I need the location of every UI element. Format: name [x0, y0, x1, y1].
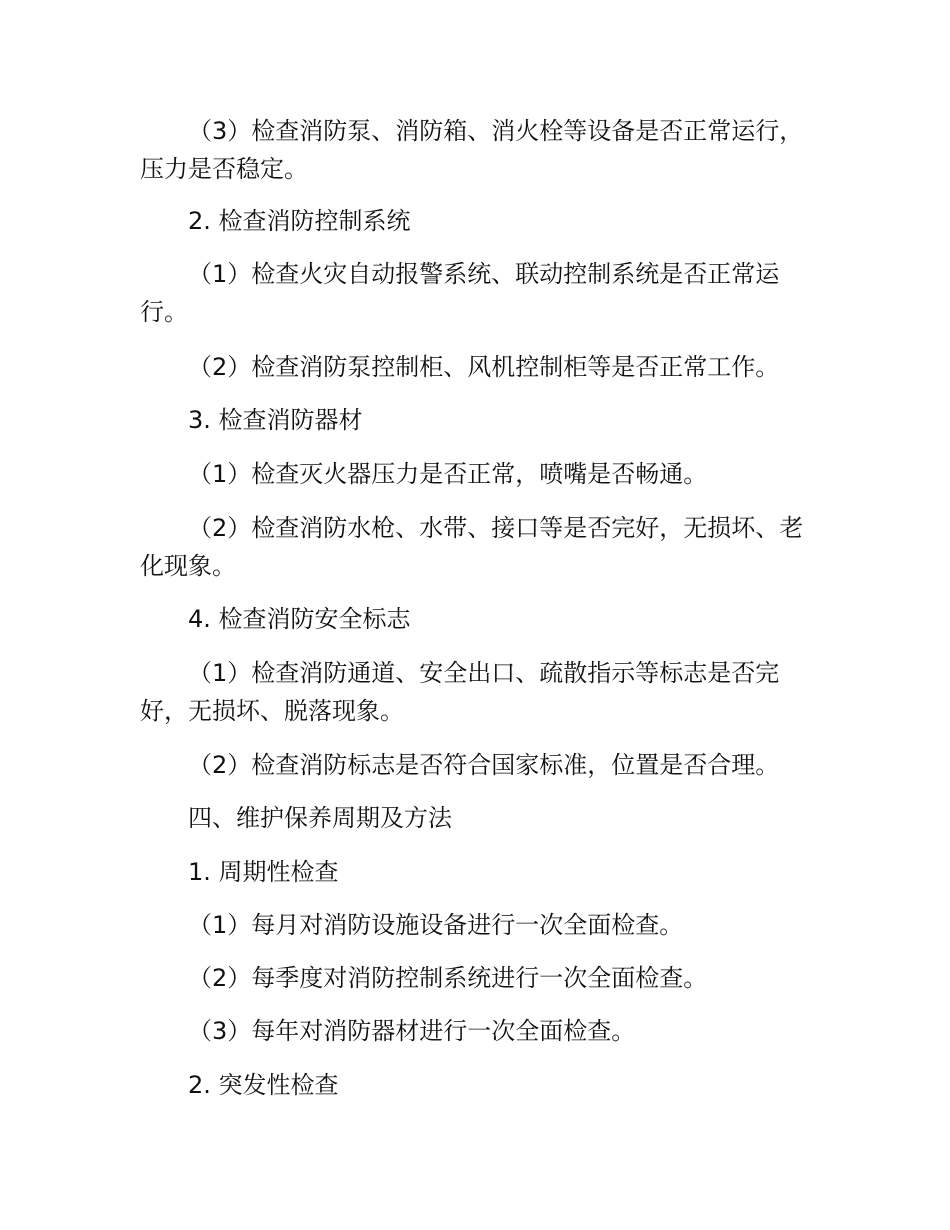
- heading-periodic-check: 1. 周期性检查: [188, 858, 339, 886]
- paragraph-monthly-check: （1）每月对消防设施设备进行一次全面检查。: [188, 911, 684, 939]
- heading-emergency-check: 2. 突发性检查: [188, 1071, 339, 1099]
- paragraph-control-cabinet: （2）检查消防泵控制柜、风机控制柜等是否正常工作。: [188, 353, 780, 381]
- paragraph-extinguisher: （1）检查灭火器压力是否正常，喷嘴是否畅通。: [188, 460, 708, 488]
- section-heading-maintenance: 四、维护保养周期及方法: [188, 804, 452, 832]
- heading-safety-signs: 4. 检查消防安全标志: [188, 605, 411, 633]
- paragraph-sign-standards: （2）检查消防标志是否符合国家标准，位置是否合理。: [188, 751, 780, 779]
- paragraph-yearly-check: （3）每年对消防器材进行一次全面检查。: [188, 1017, 636, 1045]
- paragraph-exit-signs: （1）检查消防通道、安全出口、疏散指示等标志是否完好，无损坏、脱落现象。: [140, 659, 780, 725]
- paragraph-alarm-system: （1）检查火灾自动报警系统、联动控制系统是否正常运行。: [140, 260, 780, 326]
- paragraph-quarterly-check: （2）每季度对消防控制系统进行一次全面检查。: [188, 964, 708, 992]
- paragraph-hose: （2）检查消防水枪、水带、接口等是否完好，无损坏、老化现象。: [140, 514, 804, 580]
- heading-control-system: 2. 检查消防控制系统: [188, 207, 411, 235]
- paragraph-equipment-check: （3）检查消防泵、消防箱、消火栓等设备是否正常运行，压力是否稳定。: [140, 117, 804, 183]
- heading-fire-equipment: 3. 检查消防器材: [188, 406, 363, 434]
